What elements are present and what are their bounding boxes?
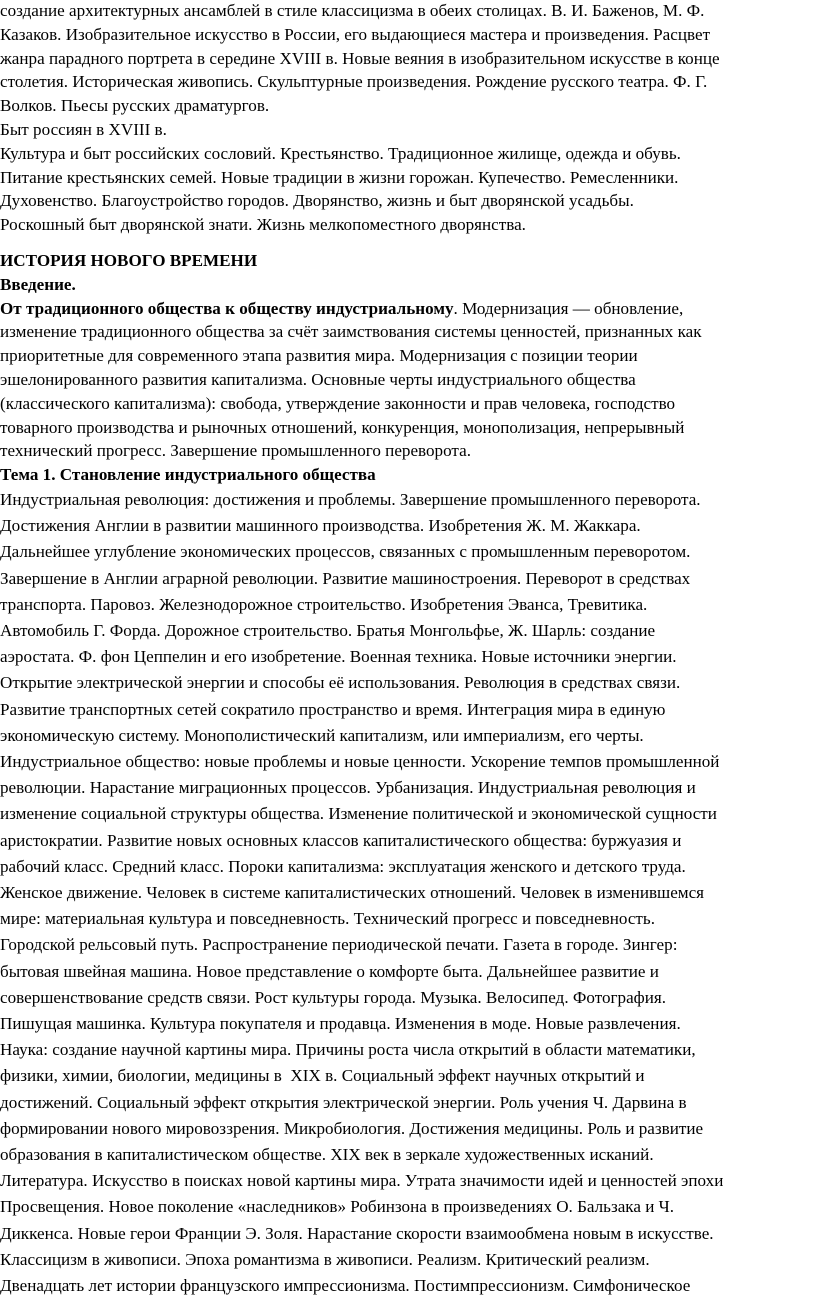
- section-title: ИСТОРИЯ НОВОГО ВРЕМЕНИ: [0, 250, 258, 270]
- paragraph-line: Индустриальное общество: новые проблемы и новые ценности. Ускорение темпов промышленной: [0, 751, 720, 771]
- paragraph-line: приоритетные для современного этапа развития мира. Модернизация с позиции теории: [0, 346, 638, 366]
- intro-first-line: [0, 297, 812, 321]
- paragraph-line: Диккенса. Новые герои Франции Э. Золя. Нарастание скорости взаимообмена новым в искусстве.: [0, 1223, 714, 1243]
- paragraph-line: Индустриальная революция: достижения и проблемы. Завершение промышленного переворота.: [0, 489, 701, 509]
- intro-bold-lead: От традиционного общества к обществу индустриальному: [0, 298, 454, 318]
- paragraph-line: изменение традиционного общества за счёт заимствования системы ценностей, признанных как: [0, 322, 702, 342]
- paragraph-line: товарного производства и рыночных отношений, конкуренция, монополизация, непрерывный: [0, 417, 685, 437]
- paragraph-line: достижений. Социальный эффект открытия электрической энергии. Роль учения Ч. Дарвина в: [0, 1092, 687, 1112]
- paragraph-line: Развитие транспортных сетей сократило пространство и время. Интеграция мира в единую: [0, 699, 666, 719]
- paragraph-line: изменение социальной структуры общества. Изменение политической и экономической сущности: [0, 804, 717, 824]
- paragraph-line: мире: материальная культура и повседневность. Технический прогресс и повседневность.: [0, 909, 655, 929]
- paragraph-line: Автомобиль Г. Форда. Дорожное строительство. Братья Монгольфье, Ж. Шарль: создание: [0, 620, 656, 640]
- paragraph-line: физики, химии, биологии, медицины в XIX в. Социальный эффект научных открытий и: [0, 1066, 645, 1086]
- paragraph-line: экономическую систему. Монополистический капитализм, или империализм, его черты.: [0, 725, 644, 745]
- paragraph-line: революции. Нарастание миграционных процессов. Урбанизация. Индустриальная революция и: [0, 778, 696, 798]
- spacer: [0, 237, 812, 249]
- paragraph-line: эшелонированного развития капитализма. Основные черты индустриального общества: [0, 369, 636, 389]
- subsection-heading: Быт россиян в XVIII в.: [0, 119, 167, 139]
- paragraph-line: аристократии. Развитие новых основных классов капиталистического общества: буржуазия и: [0, 830, 682, 850]
- paragraph-line: столетия. Историческая живопись. Скульптурные произведения. Рождение русского театра. Ф. Г.: [0, 72, 708, 92]
- paragraph-line: Городской рельсовый путь. Распространение периодической печати. Газета в городе. Зингер:: [0, 935, 678, 955]
- paragraph-line: жанра парадного портрета в середине XVIII в. Новые веяния в изобразительном искусстве в конце: [0, 48, 720, 68]
- intro-heading: Введение.: [0, 274, 76, 294]
- paragraph-line: Достижения Англии в развитии машинного производства. Изобретения Ж. М. Жаккара.: [0, 516, 641, 536]
- paragraph-line: Завершение в Англии аграрной революции. Развитие машиностроения. Переворот в средствах: [0, 568, 691, 588]
- paragraph-line: Волков. Пьесы русских драматургов.: [0, 96, 270, 116]
- intro-first-rest: . Модернизация — обновление,: [453, 298, 684, 318]
- paragraph-line: Классицизм в живописи. Эпоха романтизма в живописи. Реализм. Критический реализм.: [0, 1249, 650, 1269]
- paragraph-line: Двенадцать лет истории французского импрессионизма. Постимпрессионизм. Симфоническое: [0, 1276, 691, 1296]
- paragraph-line: создание архитектурных ансамблей в стиле классицизма в обеих столицах. В. И. Баженов, М. Ф.: [0, 1, 705, 20]
- paragraph-line: (классического капитализма): свобода, утверждение законности и прав человека, господство: [0, 393, 676, 413]
- paragraph-line: Питание крестьянских семей. Новые традиции в жизни горожан. Купечество. Ремесленники.: [0, 167, 679, 187]
- paragraph-line: образования в капиталистическом обществе. XIX век в зеркале художественных исканий.: [0, 1145, 654, 1165]
- paragraph-line: Роскошный быт дворянской знати. Жизнь мелкопоместного дворянства.: [0, 215, 526, 235]
- paragraph-line: Пишущая машинка. Культура покупателя и продавца. Изменения в моде. Новые развлечения.: [0, 1014, 681, 1033]
- paragraph-line: Дальнейшее углубление экономических процессов, связанных с промышленным переворотом.: [0, 542, 691, 562]
- paragraph-line: бытовая швейная машина. Новое представление о комфорте быта. Дальнейшее развитие и: [0, 961, 659, 981]
- paragraph-line: аэростата. Ф. фон Цеппелин и его изобретение. Военная техника. Новые источники энергии.: [0, 647, 677, 667]
- paragraph-line: Литература. Искусство в поисках новой картины мира. Утрата значимости идей и ценностей эпохи: [0, 1171, 724, 1191]
- paragraph-line: Женское движение. Человек в системе капиталистических отношений. Человек в изменившемся: [0, 882, 705, 902]
- topic-body: [0, 487, 812, 1299]
- topic-heading: Тема 1. Становление индустриального общества: [0, 465, 376, 485]
- russia-culture-section: [0, 0, 812, 237]
- paragraph-line: технический прогресс. Завершение промышленного переворота.: [0, 441, 471, 461]
- paragraph-line: формировании нового мировоззрения. Микробиология. Достижения медицины. Роль и развитие: [0, 1118, 704, 1138]
- paragraph-line: Духовенство. Благоустройство городов. Дворянство, жизнь и быт дворянской усадьбы.: [0, 191, 634, 211]
- modern-history-section: [0, 249, 812, 487]
- paragraph-line: совершенствование средств связи. Рост культуры города. Музыка. Велосипед. Фотография.: [0, 987, 667, 1007]
- paragraph-line: Наука: создание научной картины мира. Причины роста числа открытий в области математики,: [0, 1040, 696, 1060]
- paragraph-line: Культура и быт российских сословий. Крестьянство. Традиционное жилище, одежда и обувь.: [0, 143, 681, 163]
- paragraph-line: транспорта. Паровоз. Железнодорожное строительство. Изобретения Эванса, Тревитика.: [0, 594, 648, 614]
- paragraph-line: Просвещения. Новое поколение «наследников» Робинзона в произведениях О. Бальзака и Ч.: [0, 1197, 675, 1217]
- paragraph-line: Открытие электрической энергии и способы её использования. Революция в средствах связи.: [0, 673, 681, 693]
- paragraph-line: рабочий класс. Средний класс. Пороки капитализма: эксплуатация женского и детского труда.: [0, 856, 686, 876]
- paragraph-line: Казаков. Изобразительное искусство в России, его выдающиеся мастера и произведения. Расцвет: [0, 24, 711, 44]
